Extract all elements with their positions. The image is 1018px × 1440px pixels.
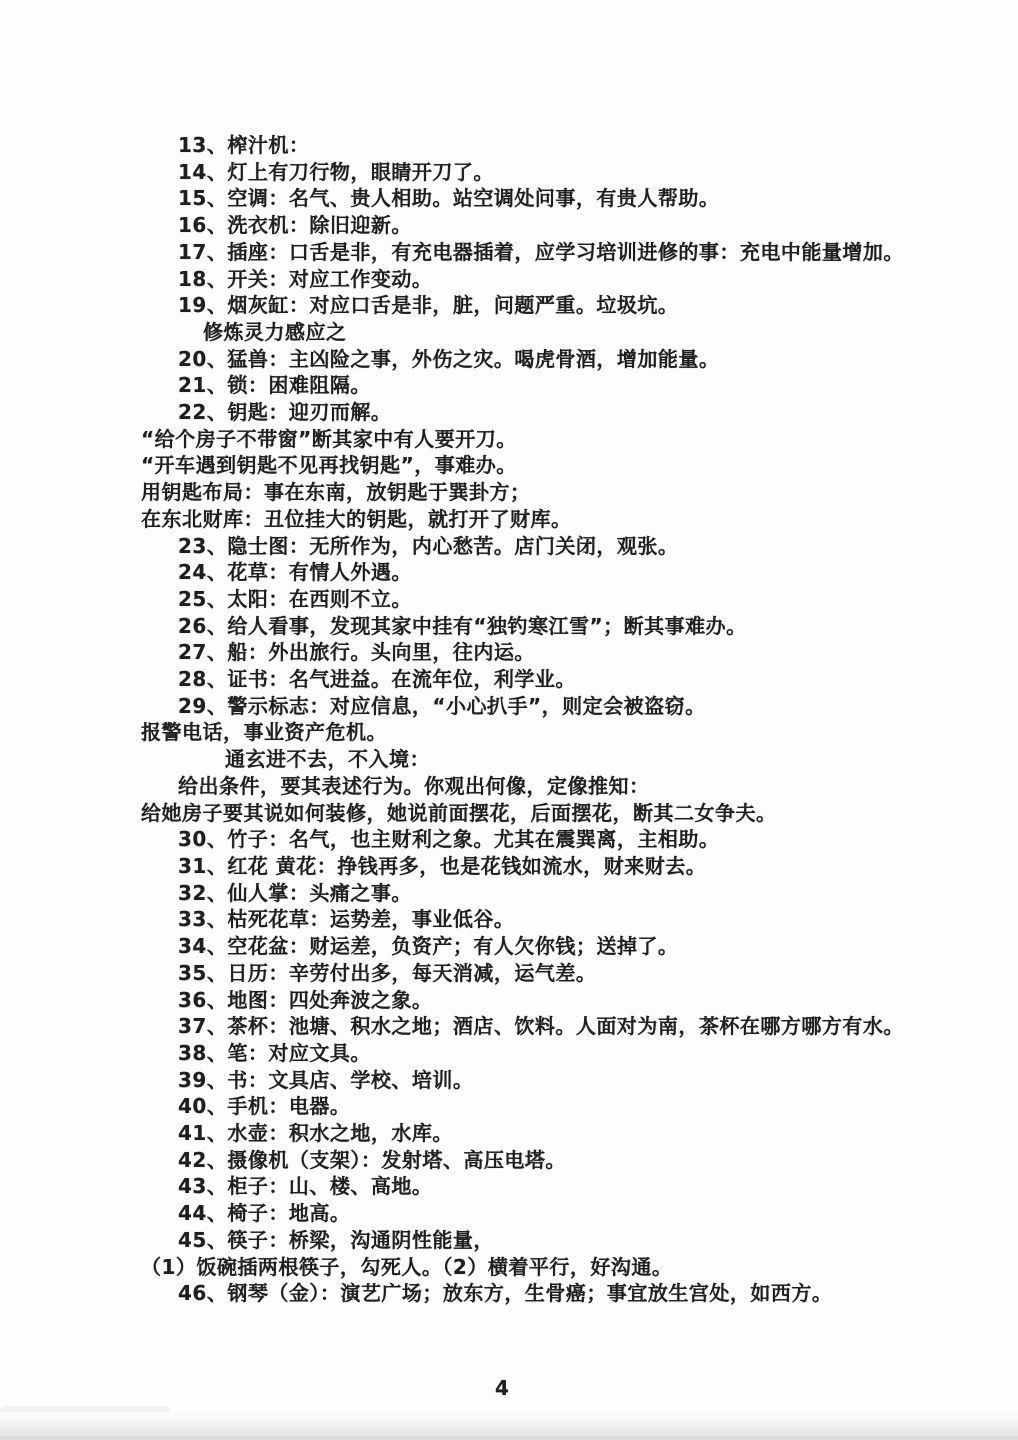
text-line: 35、日历：辛劳付出多，每天消减，运气差。 xyxy=(178,960,597,985)
page-number: 4 xyxy=(495,1376,509,1400)
text-line: 31、红花 黄花：挣钱再多，也是花钱如流水，财来财去。 xyxy=(178,853,707,878)
text-line: 用钥匙布局：事在东南，放钥匙于巽卦方； xyxy=(141,480,531,505)
text-line: 在东北财库：丑位挂大的钥匙，就打开了财库。 xyxy=(141,506,572,531)
text-line: 28、证书：名气进益。在流年位，利学业。 xyxy=(178,667,576,692)
text-line: 24、花草：有情人外遇。 xyxy=(178,560,412,585)
text-line: 17、插座：口舌是非，有充电器插着，应学习培训进修的事：充电中能量增加。 xyxy=(178,239,904,264)
text-line: 16、洗衣机：除旧迎新。 xyxy=(178,213,412,238)
text-line: 22、钥匙：迎刃而解。 xyxy=(178,400,392,425)
text-line: 37、茶杯：池塘、积水之地；酒店、饮料。人面对为南，茶杯在哪方哪方有水。 xyxy=(178,1014,904,1039)
text-line: 34、空花盆：财运差，负资产；有人欠你钱；送掉了。 xyxy=(178,934,679,959)
text-line: 32、仙人掌：头痛之事。 xyxy=(178,880,412,905)
text-line: 19、烟灰缸：对应口舌是非，脏，问题严重。垃圾坑。 xyxy=(178,293,679,318)
text-line: 44、椅子：地高。 xyxy=(178,1201,351,1226)
text-line: （1）饭碗插两根筷子，勾死人。（2）横着平行，好沟通。 xyxy=(141,1254,673,1279)
text-line: 18、开关：对应工作变动。 xyxy=(178,266,433,291)
text-line: 26、给人看事，发现其家中挂有“独钓寒江雪”；断其事难办。 xyxy=(178,613,747,638)
text-line: 40、手机：电器。 xyxy=(178,1094,351,1119)
text-line: 38、笔：对应文具。 xyxy=(178,1040,371,1065)
text-line: 46、钢琴（金）：演艺广场；放东方，生骨癌；事宜放生宫处，如西方。 xyxy=(178,1281,833,1306)
text-line: “开车遇到钥匙不见再找钥匙”，事难办。 xyxy=(141,453,517,478)
text-line: 23、隐士图：无所作为，内心愁苦。店门关闭，观张。 xyxy=(178,533,679,558)
text-line: 29、警示标志：对应信息，“小心扒手”，则定会被盗窃。 xyxy=(178,693,706,718)
text-line: 报警电话，事业资产危机。 xyxy=(141,720,387,745)
text-line: 给她房子要其说如何装修，她说前面摆花，后面摆花，断其二女争夫。 xyxy=(141,800,777,825)
text-line: 21、锁：困难阻隔。 xyxy=(178,373,371,398)
scan-edge-shadow xyxy=(0,1412,1018,1440)
document-body xyxy=(141,132,931,1307)
text-line: 15、空调：名气、贵人相助。站空调处问事，有贵人帮助。 xyxy=(178,186,720,211)
text-line: 45、筷子：桥梁，沟通阴性能量， xyxy=(178,1227,494,1252)
text-line: 20、猛兽：主凶险之事，外伤之灾。喝虎骨酒，增加能量。 xyxy=(178,346,720,371)
text-line: 43、柜子：山、楼、高地。 xyxy=(178,1174,433,1199)
text-line: 39、书：文具店、学校、培训。 xyxy=(178,1067,474,1092)
text-line: 33、枯死花草：运势差，事业低谷。 xyxy=(178,907,515,932)
text-line: 27、船：外出旅行。头向里，往内运。 xyxy=(178,640,535,665)
text-line: 30、竹子：名气，也主财利之象。尤其在震巽离，主相助。 xyxy=(178,827,720,852)
text-line: 给出条件，要其表述行为。你观出何像，定像推知： xyxy=(178,773,650,798)
text-line: 25、太阳：在西则不立。 xyxy=(178,586,412,611)
text-line: 通玄进不去，不入境： xyxy=(225,747,430,772)
text-line: 13、榨汁机： xyxy=(178,133,310,157)
text-line: 41、水壶：积水之地，水库。 xyxy=(178,1121,453,1146)
text-line: 14、灯上有刀行物，眼睛开刀了。 xyxy=(178,159,494,184)
text-line: “给个房子不带窗”断其家中有人要开刀。 xyxy=(141,426,517,451)
text-line: 修炼灵力感应之 xyxy=(203,319,347,344)
text-line: 36、地图：四处奔波之象。 xyxy=(178,987,433,1012)
text-line: 42、摄像机（支架）：发射塔、高压电塔。 xyxy=(178,1147,566,1172)
